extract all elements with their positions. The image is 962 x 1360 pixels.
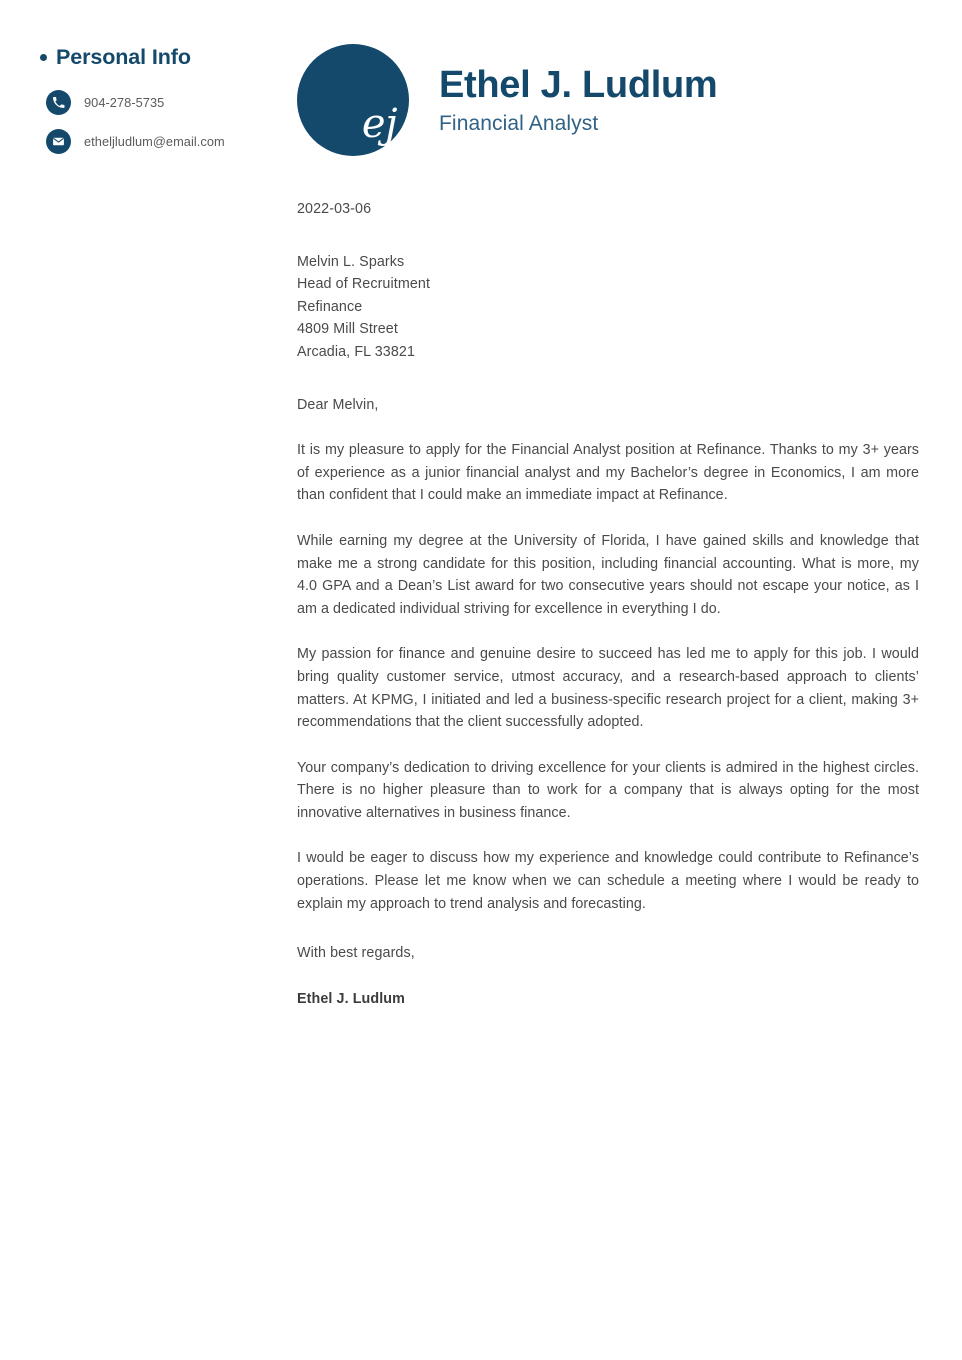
letter-paragraph: While earning my degree at the University of Florida, I have gained skills and knowledge that make me a strong candidate for this position, including financial accounting. What is more, my 4.0 GPA and a Dean’s List award for two consecutive years should not escape your notice, as I am a dedicated individual striving for excellence in everything I do. [297, 532, 919, 617]
salutation: Dear Melvin, [297, 396, 379, 413]
name-block [409, 63, 717, 138]
recipient-address-block [297, 251, 919, 364]
letter-main [297, 0, 919, 1010]
closing-line: With best regards, [297, 945, 415, 962]
page-title: Ethel J. Ludlum [439, 63, 718, 106]
monogram-initials: ej [361, 101, 397, 147]
recipient-city-state-zip: Arcadia, FL 33821 [297, 343, 416, 360]
letter-body [297, 198, 919, 1010]
recipient-name: Melvin L. Sparks [297, 253, 405, 270]
recipient-street: 4809 Mill Street [297, 321, 398, 338]
contact-value-phone[interactable]: 904-278-5735 [84, 94, 165, 110]
person-role: Financial Analyst [439, 111, 599, 135]
letter-paragraph: My passion for finance and genuine desire to succeed has led me to apply for this job. I would bring quality customer service, utmost accuracy, and a research-based approach to clients’ matters. At KPMG, I initiated and led a business-specific research project for a client, making 3+ recommendations that the client successfully adopted. [297, 646, 919, 731]
sidebar-section-personal-info [0, 44, 290, 70]
letter-date: 2022-03-06 [297, 201, 372, 217]
letterhead [297, 44, 919, 156]
contact-item-phone [46, 90, 290, 115]
letter-paragraph: It is my pleasure to apply for the Financial Analyst position at Refinance. Thanks to my 3+ years of experience as a junior financial analyst and my Bachelor’s degree in Economics, I am more than confident that I could make an immediate impact at Refinance. [297, 442, 919, 504]
contact-item-email [46, 129, 290, 154]
envelope-icon [46, 129, 71, 154]
phone-icon [46, 90, 71, 115]
letter-paragraph: I would be eager to discuss how my experience and knowledge could contribute to Refinance’s operations. Please let me know when we can schedule a meeting where I would be ready to explain my approach to trend analysis and forecasting. [297, 850, 919, 912]
sidebar-section-title-label: Personal Info [56, 45, 191, 69]
recipient-company: Refinance [297, 298, 363, 315]
sidebar [0, 0, 290, 1360]
recipient-title: Head of Recruitment [297, 276, 431, 293]
contact-value-email[interactable]: etheljludlum@email.com [84, 133, 225, 149]
monogram-avatar [297, 44, 409, 156]
contact-list [0, 90, 290, 154]
bullet-dot-icon [40, 54, 47, 61]
letter-paragraph: Your company’s dedication to driving excellence for your clients is admired in the highest circles. There is no higher pleasure than to work for a company that is always opting for the most innovative alternatives in business finance. [297, 759, 919, 821]
signature-name: Ethel J. Ludlum [297, 990, 405, 1007]
